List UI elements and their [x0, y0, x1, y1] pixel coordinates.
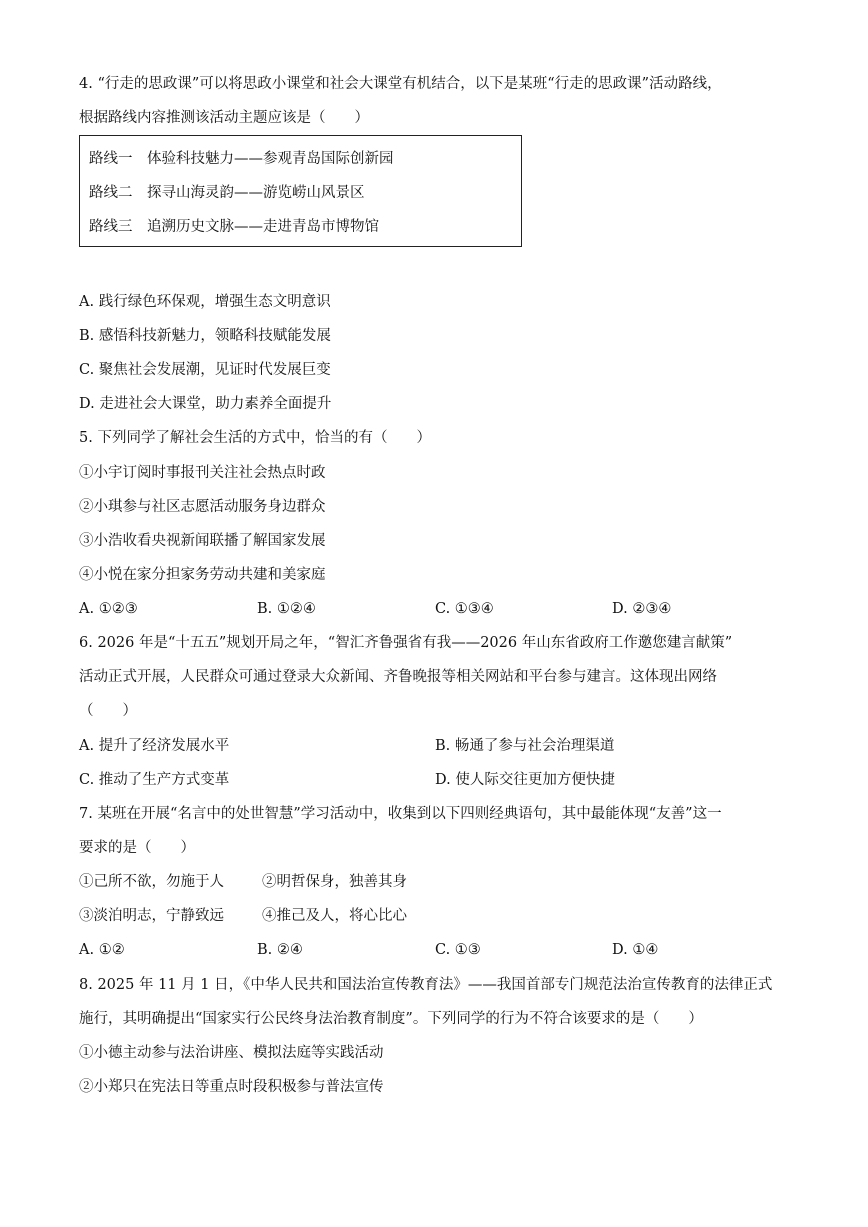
- q5-option-d: D. ②③④: [612, 601, 672, 617]
- q5-option-c: C. ①③④: [435, 601, 494, 617]
- q7-item-2: ②明哲保身，独善其身: [262, 874, 407, 890]
- q7-option-b: B. ②④: [257, 942, 303, 958]
- q6-option-b: B. 畅通了参与社会治理渠道: [435, 738, 615, 754]
- q6-stem-line-3: （ ）: [79, 703, 137, 719]
- q5-item-1: ①小宇订阅时事报刊关注社会热点时政: [79, 465, 326, 481]
- q6-stem-line-2: 活动正式开展，人民群众可通过登录大众新闻、齐鲁晚报等相关网站和平台参与建言。这体现出网络: [79, 669, 717, 685]
- q4-option-c: C. 聚焦社会发展潮，见证时代发展巨变: [79, 362, 331, 378]
- q7-option-d: D. ①④: [612, 942, 659, 958]
- route-1: 路线一 体验科技魅力——参观青岛国际创新园: [89, 151, 394, 167]
- q7-option-a: A. ①②: [79, 942, 125, 958]
- q5-item-3: ③小浩收看央视新闻联播了解国家发展: [79, 533, 326, 549]
- q7-stem-line-2: 要求的是（ ）: [79, 840, 195, 856]
- q7-option-c: C. ①③: [435, 942, 481, 958]
- q4-option-b: B. 感悟科技新魅力，领略科技赋能发展: [79, 328, 331, 344]
- q6-stem-line-1: 6. 2026 年是“十五五”规划开局之年，“智汇齐鲁强省有我——2026 年山东省政府工作邀您建言献策”: [79, 635, 733, 651]
- q4-stem-line-2: 根据路线内容推测该活动主题应该是（ ）: [79, 110, 369, 126]
- q5-option-b: B. ①②④: [257, 601, 316, 617]
- q6-option-d: D. 使人际交往更加方便快捷: [435, 772, 615, 788]
- route-2: 路线二 探寻山海灵韵——游览崂山风景区: [89, 185, 365, 201]
- q8-stem-line-2: 施行，其明确提出“国家实行公民终身法治教育制度”。下列同学的行为不符合该要求的是（ ）: [79, 1011, 703, 1027]
- q7-item-1: ①己所不欲，勿施于人: [79, 874, 224, 890]
- q5-item-2: ②小琪参与社区志愿活动服务身边群众: [79, 499, 326, 515]
- q5-item-4: ④小悦在家分担家务劳动共建和美家庭: [79, 567, 326, 583]
- q7-item-4: ④推己及人，将心比心: [262, 908, 407, 924]
- q4-stem-line-1: 4. “行走的思政课”可以将思政小课堂和社会大课堂有机结合，以下是某班“行走的思政课”活动路线，: [79, 76, 722, 92]
- q7-item-3: ③淡泊明志，宁静致远: [79, 908, 224, 924]
- q7-stem-line-1: 7. 某班在开展“名言中的处世智慧”学习活动中，收集到以下四则经典语句，其中最能体现“友善”这一: [79, 806, 722, 822]
- q4-route-box: [79, 135, 522, 247]
- q5-stem: 5. 下列同学了解社会生活的方式中，恰当的有（ ）: [79, 430, 431, 446]
- q5-option-a: A. ①②③: [79, 601, 138, 617]
- q6-option-a: A. 提升了经济发展水平: [79, 738, 230, 754]
- route-3: 路线三 追溯历史文脉——走进青岛市博物馆: [89, 219, 379, 235]
- q8-item-1: ①小德主动参与法治讲座、模拟法庭等实践活动: [79, 1045, 384, 1061]
- q8-stem-line-1: 8. 2025 年 11 月 1 日，《中华人民共和国法治宣传教育法》——我国首部专门规范法治宣传教育的法律正式: [79, 977, 773, 993]
- q4-option-a: A. 践行绿色环保观，增强生态文明意识: [79, 294, 331, 310]
- q4-option-d: D. 走进社会大课堂，助力素养全面提升: [79, 396, 332, 412]
- q8-item-2: ②小郑只在宪法日等重点时段积极参与普法宣传: [79, 1079, 384, 1095]
- q6-option-c: C. 推动了生产方式变革: [79, 772, 230, 788]
